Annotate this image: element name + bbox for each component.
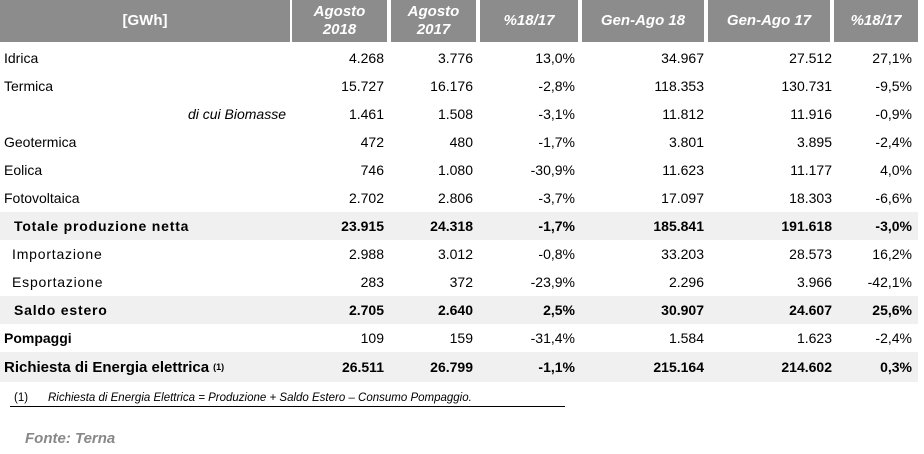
header-gen-ago-18: [582, 0, 704, 42]
value-cell: 3.776: [437, 50, 473, 66]
header-unit-label: [GWh]: [122, 12, 168, 29]
value-cell: 472: [360, 134, 384, 150]
value-cell: 25,6%: [872, 302, 912, 318]
value-cell: 33.203: [661, 246, 704, 262]
header-month-label: Agosto: [407, 3, 460, 20]
value-cell: 1.623: [796, 330, 832, 346]
value-cell: -23,9%: [530, 274, 575, 290]
value-cell: 3.801: [668, 134, 704, 150]
value-cell: 28.573: [789, 246, 832, 262]
value-cell: 2.806: [437, 190, 473, 206]
table-row-richiesta: [0, 352, 918, 382]
footnote-text: Richiesta di Energia Elettrica = Produzione + Saldo Estero – Consumo Pompaggio.: [48, 392, 472, 404]
value-cell: 215.164: [653, 359, 704, 375]
value-cell: -42,1%: [867, 274, 912, 290]
table-header: [0, 0, 918, 42]
table-row-esportazione: [0, 268, 918, 296]
header-gen-ago-17: [708, 0, 830, 42]
table-row-eolica: [0, 156, 918, 184]
table-row-biomasse: [0, 100, 918, 128]
value-cell: 11.916: [790, 106, 832, 122]
header-unit: [0, 0, 290, 42]
value-cell: 2.640: [437, 302, 473, 318]
row-label: Richiesta di Energia elettrica: [4, 358, 210, 376]
row-label: di cui Biomasse: [187, 106, 286, 122]
value-cell: 26.799: [430, 359, 473, 375]
row-label: Termica: [4, 78, 54, 94]
value-cell: 3.012: [437, 246, 473, 262]
value-cell: 130.731: [781, 78, 832, 94]
table-row-geotermica: [0, 128, 918, 156]
value-cell: -1,7%: [538, 134, 575, 150]
header-year-label: 2018: [322, 21, 357, 38]
value-cell: 27,1%: [872, 50, 912, 66]
header-year-label: 2017: [416, 21, 451, 38]
row-label: Pompaggi: [4, 330, 72, 346]
value-cell: -6,6%: [875, 190, 912, 206]
footnote-marker: (1): [14, 392, 29, 404]
value-cell: 3.966: [796, 274, 832, 290]
row-label: Fotovoltaica: [4, 190, 80, 206]
value-cell: 11.812: [662, 106, 704, 122]
table-row-importazione: [0, 240, 918, 268]
value-cell: -9,5%: [875, 78, 912, 94]
footnote-ref: (1): [213, 362, 225, 372]
value-cell: 27.512: [789, 50, 832, 66]
header-month-label: Agosto: [313, 3, 366, 20]
header-pct-month: [480, 0, 578, 42]
value-cell: 480: [449, 134, 473, 150]
row-label: Geotermica: [4, 134, 77, 150]
value-cell: -3,7%: [538, 190, 575, 206]
row-label: Eolica: [4, 162, 43, 178]
value-cell: -2,4%: [875, 330, 912, 346]
value-cell: 24.607: [789, 302, 832, 318]
value-cell: 283: [360, 274, 384, 290]
value-cell: 2.296: [668, 274, 704, 290]
value-cell: 34.967: [661, 50, 704, 66]
value-cell: -3,1%: [538, 106, 575, 122]
row-label: Importazione: [12, 246, 103, 262]
header-pct-label: %18/17: [850, 12, 902, 29]
value-cell: 2.702: [348, 190, 384, 206]
value-cell: 16,2%: [872, 246, 912, 262]
value-cell: 0,3%: [880, 359, 912, 375]
value-cell: -0,9%: [875, 106, 912, 122]
header-agosto-2018: [292, 0, 387, 42]
value-cell: 13,0%: [535, 50, 575, 66]
row-label: Saldo estero: [14, 302, 108, 318]
value-cell: -2,8%: [538, 78, 575, 94]
value-cell: -1,7%: [538, 218, 575, 234]
footnote-underline: [10, 406, 565, 407]
footnote: [14, 392, 472, 404]
value-cell: 4,0%: [880, 162, 912, 178]
header-pct-period: [834, 0, 918, 42]
value-cell: 15.727: [341, 78, 384, 94]
value-cell: 746: [360, 162, 384, 178]
source-credit: Fonte: Terna: [25, 430, 116, 447]
table-row-saldo-estero: [0, 296, 918, 324]
table-row-totale-produzione: [0, 212, 918, 240]
table-row-termica: [0, 72, 918, 100]
row-label: Totale produzione netta: [14, 218, 190, 234]
value-cell: 4.268: [348, 50, 384, 66]
value-cell: 17.097: [661, 190, 704, 206]
value-cell: -3,0%: [875, 218, 912, 234]
value-cell: 2.705: [348, 302, 384, 318]
row-label: Idrica: [4, 50, 39, 66]
header-period-label: Gen-Ago 18: [600, 12, 686, 29]
value-cell: -30,9%: [530, 162, 575, 178]
table-row-pompaggi: [0, 324, 918, 352]
value-cell: 3.895: [796, 134, 832, 150]
value-cell: 18.303: [789, 190, 832, 206]
value-cell: 30.907: [661, 302, 704, 318]
header-pct-label: %18/17: [503, 12, 555, 29]
value-cell: 214.602: [781, 359, 832, 375]
value-cell: 11.177: [790, 162, 832, 178]
value-cell: 24.318: [430, 218, 473, 234]
value-cell: 1.080: [437, 162, 473, 178]
value-cell: 26.511: [341, 359, 384, 375]
value-cell: -1,1%: [538, 359, 575, 375]
value-cell: 11.623: [662, 162, 704, 178]
header-period-label: Gen-Ago 17: [726, 12, 812, 29]
value-cell: 2.988: [348, 246, 384, 262]
value-cell: 372: [449, 274, 473, 290]
row-label-wrap: [4, 352, 294, 382]
value-cell: 16.176: [430, 78, 473, 94]
value-cell: -0,8%: [538, 246, 575, 262]
value-cell: 191.618: [781, 218, 832, 234]
value-cell: -2,4%: [875, 134, 912, 150]
value-cell: 159: [449, 330, 473, 346]
value-cell: 185.841: [653, 218, 704, 234]
value-cell: 1.584: [668, 330, 704, 346]
value-cell: 1.461: [348, 106, 384, 122]
value-cell: -31,4%: [530, 330, 575, 346]
table-row-fotovoltaica: [0, 184, 918, 212]
table-row-idrica: [0, 44, 918, 72]
value-cell: 23.915: [341, 218, 384, 234]
value-cell: 1.508: [437, 106, 473, 122]
value-cell: 109: [360, 330, 384, 346]
value-cell: 2,5%: [543, 302, 575, 318]
header-agosto-2017: [391, 0, 476, 42]
value-cell: 118.353: [654, 78, 704, 94]
row-label: Esportazione: [12, 274, 104, 290]
